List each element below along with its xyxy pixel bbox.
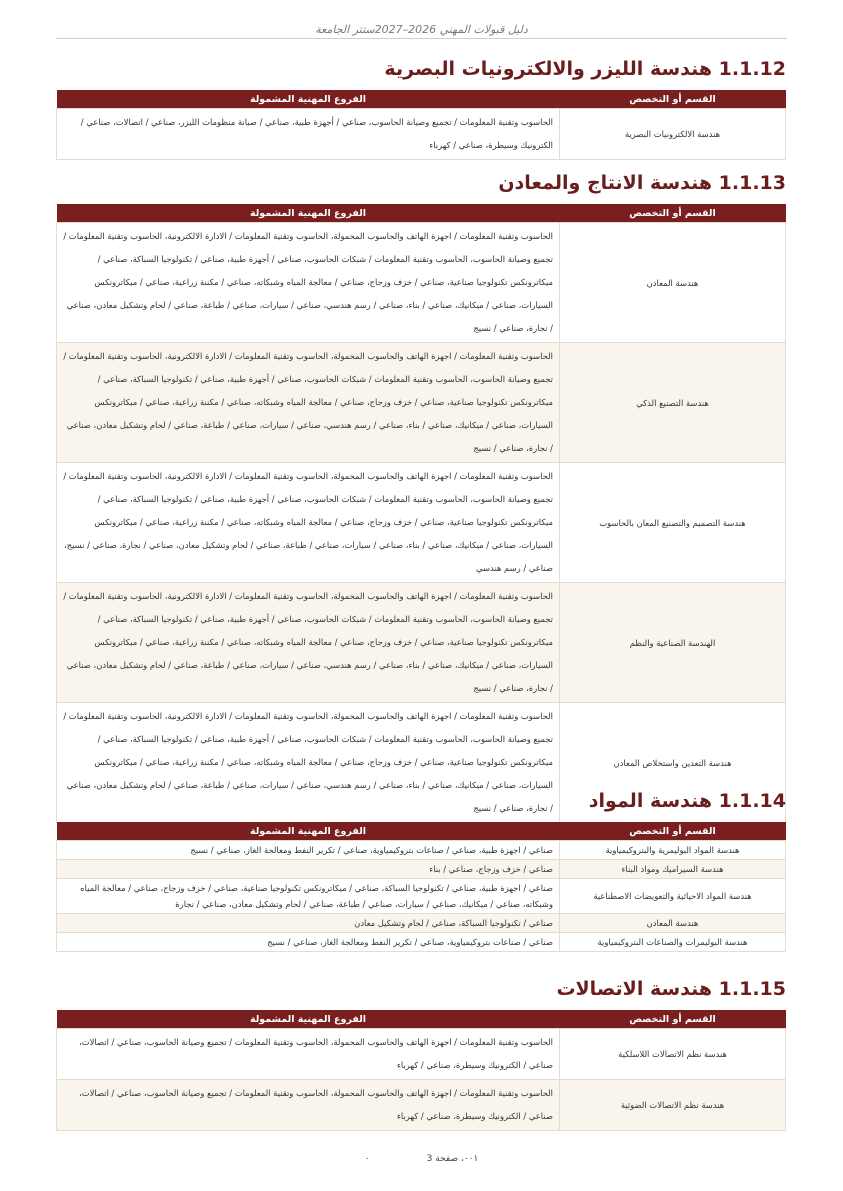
- column-header-spec: القسم أو التخصص: [560, 822, 786, 841]
- table-header-row: [57, 90, 786, 109]
- spec-cell: هندسة المعادن: [560, 223, 786, 343]
- branches-cell: الحاسوب وتقنية المعلومات / اجهزة الهاتف والحاسوب المحمولة، الحاسوب وتقنية المعلومات / الادارة الالكترونية، الحاسوب وتقنية المعلومات / تجميع وصيانة الحاسوب، الحاسوب وتقنية المعلومات / شبكات الحاسوب، صناعي / أجهزة طبية، صناعي / تكنولوجيا السباكة، صناعي / ميكاترونكس تكنولوجيا صناعية، صناعي / خزف وزجاج، صناعي / معالجة المياه وشبكاته، صناعي / مكننة زراعية، صناعي / ميكاترونكس السيارات، صناعي / ميكانيك، صناعي / بناء، صناعي / رسم هندسي، صناعي / سيارات، صناعي / طباعة، صناعي / لحام وتشكيل معادن، صناعي / نجارة، صناعي / نسيج: [57, 703, 560, 823]
- table-row: [57, 223, 786, 343]
- spec-cell: هندسة المواد البوليمرية والبتروكيمياوية: [560, 841, 786, 860]
- spec-cell: هندسة الالكترونيات البصرية: [560, 109, 786, 160]
- section-production-metallurgy: [56, 172, 786, 823]
- header-title: دليل قبولات المهني 2026–2027ستتر الجامعة: [315, 23, 528, 36]
- table-row: [57, 860, 786, 879]
- table-row: [57, 343, 786, 463]
- section-title: 1.1.15 هندسة الاتصالات: [556, 978, 786, 1000]
- branches-cell: صناعي / اجهزة طبية، صناعي / تكنولوجيا السباكة، صناعي / ميكاترونكس تكنولوجيا صناعية، صناعي / خزف وزجاج، صناعي / معالجة المياه وشبكاته، صناعي / ميكانيك، صناعي / سيارات، صناعي / طباعة، صناعي / لحام وتشكيل معادن، صناعي / نجارة: [57, 879, 560, 914]
- spec-cell: هندسة المعادن: [560, 914, 786, 933]
- branches-cell: الحاسوب وتقنية المعلومات / اجهزة الهاتف والحاسوب المحمولة، الحاسوب وتقنية المعلومات / تجميع وصيانة الحاسوب، صناعي / اتصالات، صناعي / الكترونيك وسيطرة، صناعي / كهرباء: [57, 1029, 560, 1080]
- branches-cell: الحاسوب وتقنية المعلومات / اجهزة الهاتف والحاسوب المحمولة، الحاسوب وتقنية المعلومات / الادارة الالكترونية، الحاسوب وتقنية المعلومات / تجميع وصيانة الحاسوب، الحاسوب وتقنية المعلومات / شبكات الحاسوب، صناعي / أجهزة طبية، صناعي / تكنولوجيا السباكة، صناعي / ميكاترونكس تكنولوجيا صناعية، صناعي / خزف وزجاج، صناعي / معالجة المياه وشبكاته، صناعي / مكننة زراعية، صناعي / ميكاترونكس السيارات، صناعي / ميكانيك، صناعي / بناء، صناعي / رسم هندسي، صناعي / سيارات، صناعي / طباعة، صناعي / لحام وتشكيل معادن، صناعي / نجارة، صناعي / نسيج: [57, 583, 560, 703]
- spec-cell: هندسة البوليمرات والصناعات البتروكيمياوية: [560, 933, 786, 952]
- table-row: [57, 879, 786, 914]
- section-title: 1.1.14 هندسة المواد: [588, 790, 786, 812]
- branches-cell: الحاسوب وتقنية المعلومات / اجهزة الهاتف والحاسوب المحمولة، الحاسوب وتقنية المعلومات / تجميع وصيانة الحاسوب، صناعي / اتصالات، صناعي / الكترونيك وسيطرة، صناعي / كهرباء: [57, 1080, 560, 1131]
- branches-cell: صناعي / اجهزة طبية، صناعي / صناعات بتروكيمياوية، صناعي / تكرير النفط ومعالجة الغاز، صناعي / نسيج: [57, 841, 560, 860]
- spec-cell: هندسة السيراميك ومواد البناء: [560, 860, 786, 879]
- spec-cell: الهندسة الصناعية والنظم: [560, 583, 786, 703]
- section-communications: [56, 978, 786, 1131]
- column-header-branches: الفروع المهنية المشمولة: [57, 204, 560, 223]
- table-row: [57, 841, 786, 860]
- section-title: 1.1.13 هندسة الانتاج والمعادن: [498, 172, 786, 194]
- branches-cell: صناعي / خزف وزجاج، صناعي / بناء: [57, 860, 560, 879]
- column-header-spec: القسم أو التخصص: [560, 90, 786, 109]
- page-number: ٠٠١، صفحة 3: [426, 1154, 479, 1164]
- table: [56, 204, 786, 823]
- table: [56, 822, 786, 952]
- table-header-row: [57, 822, 786, 841]
- spec-cell: هندسة نظم الاتصالات الضوئية: [560, 1080, 786, 1131]
- column-header-branches: الفروع المهنية المشمولة: [57, 90, 560, 109]
- table-row: [57, 463, 786, 583]
- spec-cell: هندسة التعدين واستخلاص المعادن: [560, 703, 786, 823]
- page-mark: ٠: [364, 1154, 370, 1164]
- branches-cell: الحاسوب وتقنية المعلومات / اجهزة الهاتف والحاسوب المحمولة، الحاسوب وتقنية المعلومات / الادارة الالكترونية، الحاسوب وتقنية المعلومات / تجميع وصيانة الحاسوب، الحاسوب وتقنية المعلومات / شبكات الحاسوب، صناعي / أجهزة طبية، صناعي / تكنولوجيا السباكة، صناعي / ميكاترونكس تكنولوجيا صناعية، صناعي / خزف وزجاج، صناعي / معالجة المياه وشبكاته، صناعي / مكننة زراعية، صناعي / ميكاترونكس السيارات، صناعي / ميكانيك، صناعي / بناء، صناعي / رسم هندسي، صناعي / سيارات، صناعي / طباعة، صناعي / لحام وتشكيل معادن، صناعي / نجارة، صناعي / نسيج: [57, 343, 560, 463]
- branches-cell: الحاسوب وتقنية المعلومات / اجهزة الهاتف والحاسوب المحمولة، الحاسوب وتقنية المعلومات / الادارة الالكترونية، الحاسوب وتقنية المعلومات / تجميع وصيانة الحاسوب، الحاسوب وتقنية المعلومات / شبكات الحاسوب، صناعي / أجهزة طبية، صناعي / تكنولوجيا السباكة، صناعي / ميكاترونكس تكنولوجيا صناعية، صناعي / خزف وزجاج، صناعي / معالجة المياه وشبكاته، صناعي / مكننة زراعية، صناعي / ميكاترونكس السيارات، صناعي / ميكانيك، صناعي / بناء، صناعي / سيارات، صناعي / طباعة، صناعي / لحام وتشكيل معادن، صناعي / نجارة، صناعي / نسيج، صناعي / رسم هندسي: [57, 463, 560, 583]
- section-title: 1.1.12 هندسة الليزر والالكترونيات البصرية: [384, 58, 786, 80]
- table: [56, 1010, 786, 1131]
- table-row: [57, 1080, 786, 1131]
- table-row: [57, 583, 786, 703]
- table: [56, 90, 786, 160]
- page-header: [56, 24, 787, 39]
- spec-cell: هندسة نظم الاتصالات اللاسلكية: [560, 1029, 786, 1080]
- page-footer: [0, 1154, 843, 1164]
- branches-cell: صناعي / تكنولوجيا السباكة، صناعي / لحام وتشكيل معادن: [57, 914, 560, 933]
- table-row: [57, 109, 786, 160]
- table-header-row: [57, 1010, 786, 1029]
- section-materials: [56, 790, 786, 952]
- table-row: [57, 914, 786, 933]
- section-laser-optoelectronics: [56, 58, 786, 160]
- spec-cell: هندسة التصنيع الذكي: [560, 343, 786, 463]
- spec-cell: هندسة التصميم والتصنيع المعان بالحاسوب: [560, 463, 786, 583]
- column-header-spec: القسم أو التخصص: [560, 204, 786, 223]
- table-row: [57, 933, 786, 952]
- branches-cell: الحاسوب وتقنية المعلومات / اجهزة الهاتف والحاسوب المحمولة، الحاسوب وتقنية المعلومات / الادارة الالكترونية، الحاسوب وتقنية المعلومات / تجميع وصيانة الحاسوب، الحاسوب وتقنية المعلومات / شبكات الحاسوب، صناعي / أجهزة طبية، صناعي / تكنولوجيا السباكة، صناعي / ميكاترونكس تكنولوجيا صناعية، صناعي / خزف وزجاج، صناعي / معالجة المياه وشبكاته، صناعي / مكننة زراعية، صناعي / ميكاترونكس السيارات، صناعي / ميكانيك، صناعي / بناء، صناعي / رسم هندسي، صناعي / سيارات، صناعي / طباعة، صناعي / لحام وتشكيل معادن، صناعي / نجارة، صناعي / نسيج: [57, 223, 560, 343]
- column-header-spec: القسم أو التخصص: [560, 1010, 786, 1029]
- column-header-branches: الفروع المهنية المشمولة: [57, 1010, 560, 1029]
- branches-cell: الحاسوب وتقنية المعلومات / تجميع وصيانة الحاسوب، صناعي / أجهزة طبية، صناعي / صيانة منظومات الليزر، صناعي / اتصالات، صناعي / الكترونيك وسيطرة، صناعي / كهرباء: [57, 109, 560, 160]
- column-header-branches: الفروع المهنية المشمولة: [57, 822, 560, 841]
- table-row: [57, 1029, 786, 1080]
- branches-cell: صناعي / صناعات بتروكيمياوية، صناعي / تكرير النفط ومعالجة الغاز، صناعي / نسيج: [57, 933, 560, 952]
- spec-cell: هندسة المواد الاحيائية والتعويضات الاصطناعية: [560, 879, 786, 914]
- table-header-row: [57, 204, 786, 223]
